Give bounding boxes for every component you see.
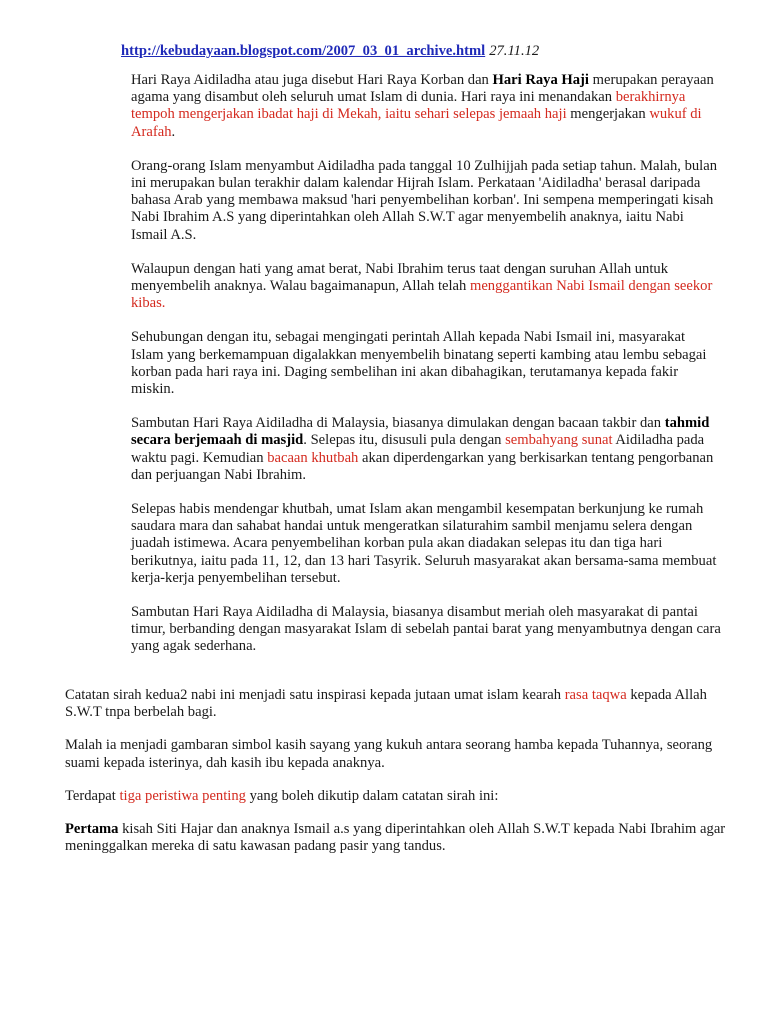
commentary-paragraph <box>65 788 737 805</box>
highlighted-phrase: berakhirnya tempoh mengerjakan ibadat haji di Mekah, iaitu sehari selepas jemaah haji <box>131 89 686 123</box>
text-segment: Orang-orang Islam menyambut Aidiladha pada tanggal 10 Zulhijjah pada setiap tahun. Malah, bulan ini merupakan bulan terakhir dalam kalendar Hijrah Islam. Perkataan 'Aidiladha' berasal daripada bahasa Arab yang membawa maksud 'hari penyembelihan korban'. Ini sempena memperingati kisah Nabi Ibrahim A.S yang diperintahkan oleh Allah S.W.T agar menyembelih anaknya, iaitu Nabi Ismail A.S. <box>131 157 718 243</box>
bold-phrase: tahmid secara berjemaah di masjid <box>131 415 710 449</box>
text-segment: Catatan sirah kedua2 nabi ini menjadi satu inspirasi kepada jutaan umat islam kearah <box>65 687 565 703</box>
commentary <box>65 687 737 871</box>
article-paragraph <box>131 604 721 656</box>
highlighted-phrase: bacaan khutbah <box>267 449 359 466</box>
text-segment: Aidiladha pada waktu pagi. Kemudian <box>131 432 705 466</box>
text-segment: kisah Siti Hajar dan anaknya Ismail a.s yang diperintahkan oleh Allah S.W.T kepada Nabi Ibrahim agar meninggalkan mereka di satu kawasan padang pasir yang tandus. <box>65 821 726 855</box>
quoted-article <box>131 72 721 673</box>
text-segment: . Selepas itu, disusuli pula dengan <box>303 432 506 449</box>
text-segment: yang boleh dikutip dalam catatan sirah ini: <box>245 787 499 804</box>
text-segment: Hari Raya Aidiladha atau juga disebut Hari Raya Korban dan <box>131 72 493 88</box>
commentary-paragraph <box>65 737 737 771</box>
article-paragraph <box>131 261 721 313</box>
highlighted-phrase: sembahyang sunat <box>505 432 613 449</box>
text-segment: mengerjakan <box>566 106 650 123</box>
text-segment: Sambutan Hari Raya Aidiladha di Malaysia, biasanya disambut meriah oleh masyarakat di pantai timur, berbanding dengan masyarakat Islam di sebelah pantai barat yang menyambutnya dengan cara yang agak sederhana. <box>131 604 721 655</box>
highlighted-phrase: rasa taqwa <box>564 687 627 703</box>
source-line <box>121 42 539 60</box>
highlighted-phrase: wukuf di Arafah <box>131 106 702 140</box>
article-paragraph <box>131 329 721 398</box>
highlighted-phrase: tiga peristiwa penting <box>119 787 246 804</box>
source-date: 27.11.12 <box>489 43 540 59</box>
commentary-paragraph <box>65 687 737 721</box>
text-segment: merupakan perayaan agama yang disambut oleh seluruh umat Islam di dunia. Hari raya ini menandakan <box>131 72 714 106</box>
text-segment: akan diperdengarkan yang berkisarkan tentang pengorbanan dan perjuangan Nabi Ibrahim. <box>131 449 714 483</box>
text-segment: Walaupun dengan hati yang amat berat, Nabi Ibrahim terus taat dengan suruhan Allah untuk menyembelih anaknya. Walau bagaimanapun, Allah telah <box>131 260 669 295</box>
text-segment: Selepas habis mendengar khutbah, umat Islam akan mengambil kesempatan berkunjung ke rumah saudara mara dan sahabat handai untuk mengeratkan silaturahim sambil menjamu selera dengan juadah istimewa. Acara penyembelihan korban pula akan diadakan selepas itu dan tiga hari berikutnya, iaitu pada 11, 12, dan 13 hari Tasyrik. Seluruh masyarakat akan bersama-sama membuat kerja-kerja penyembelihan tersebut. <box>131 501 717 586</box>
highlighted-phrase: menggantikan Nabi Ismail dengan seekor kibas. <box>131 278 713 312</box>
article-paragraph <box>131 415 721 484</box>
article-paragraph <box>131 158 721 244</box>
text-segment: . <box>171 123 176 140</box>
text-segment: Terdapat <box>65 787 120 804</box>
text-segment: kepada Allah S.W.T tnpa berbelah bagi. <box>65 687 707 721</box>
article-paragraph <box>131 501 721 587</box>
text-segment: Malah ia menjadi gambaran simbol kasih sayang yang kukuh antara seorang hamba kepada Tuhannya, seorang suami kepada isterinya, dah kasih ibu kepada anaknya. <box>65 737 713 771</box>
bold-phrase: Pertama <box>65 821 119 838</box>
commentary-paragraph <box>65 821 737 855</box>
article-paragraph <box>131 72 721 141</box>
text-segment: Sambutan Hari Raya Aidiladha di Malaysia, biasanya dimulakan dengan bacaan takbir dan <box>131 415 665 432</box>
source-link[interactable]: http://kebudayaan.blogspot.com/2007_03_01_archive.html <box>121 43 486 59</box>
text-segment: Sehubungan dengan itu, sebagai mengingati perintah Allah kepada Nabi Ismail ini, masyarakat Islam yang berkemampuan digalakkan menyembelih binatang seperti kambing atau lembu sebagai korban pada hari raya ini. Daging sembelihan ini akan dibahagikan, terutamanya kepada fakir miskin. <box>131 329 707 398</box>
bold-phrase: Hari Raya Haji <box>492 72 589 88</box>
